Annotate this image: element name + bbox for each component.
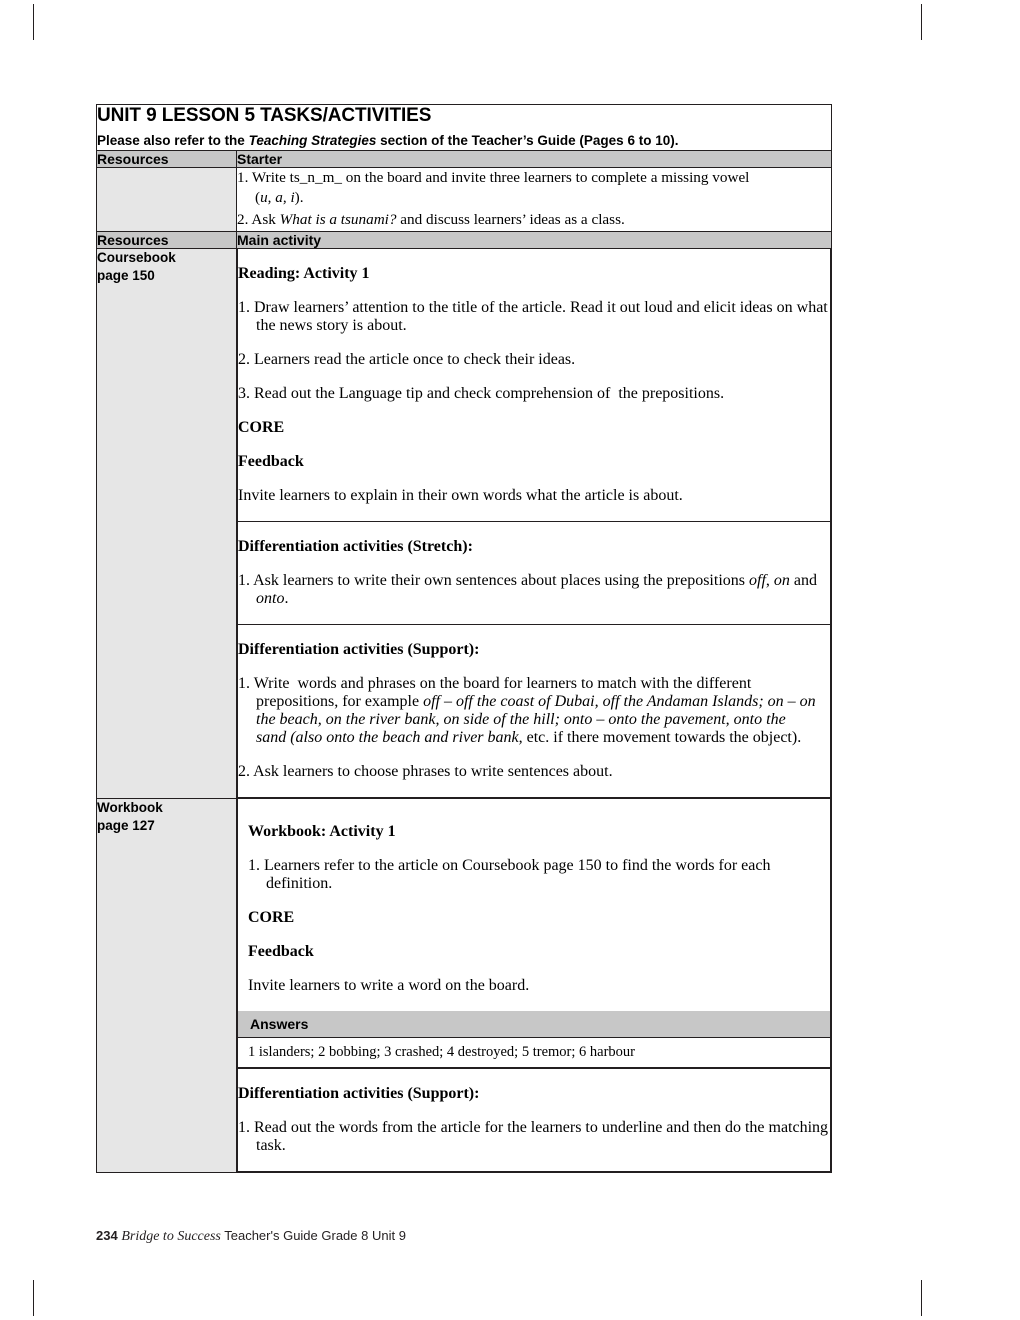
header-starter: Starter — [237, 150, 832, 167]
coursebook-support-cell — [238, 624, 831, 797]
main-activity-header-row — [97, 231, 832, 248]
coursebook-reading-cell — [238, 249, 831, 522]
starter-step-2: 2. Ask What is a tsunami? and discuss learners’ ideas as a class. — [237, 211, 625, 229]
reading-heading: Reading: Activity 1 — [238, 264, 370, 282]
header-main-activity: Main activity — [237, 231, 832, 248]
crop-mark-top-right — [921, 4, 922, 40]
coursebook-stretch-cell — [238, 521, 831, 624]
coursebook-support-section — [238, 624, 831, 797]
starter-step-1: 1. Write ts_n_m_ on the board and invite three learners to complete a missing vowel (u, a, i). — [237, 168, 750, 207]
footer-page-number: 234 — [96, 1228, 118, 1243]
workbook-support-cell — [238, 1068, 831, 1171]
workbook-activity-section — [238, 799, 831, 1069]
workbook-step-1: 1. Learners refer to the article on Coursebook page 150 to find the words for each definition. — [248, 856, 771, 892]
reading-step-2: 2. Learners read the article once to check their ideas. — [238, 350, 576, 368]
lesson-plan-table — [96, 104, 832, 1173]
answers-text: 1 islanders; 2 bobbing; 3 crashed; 4 destroyed; 5 tremor; 6 harbour — [238, 1037, 830, 1068]
coursebook-row — [97, 248, 832, 798]
coursebook-resource-cell — [97, 248, 237, 798]
page-footer — [96, 1228, 406, 1245]
coursebook-resource-line-2: page 150 — [97, 267, 155, 283]
workbook-inner-table — [237, 799, 831, 1172]
header-resources-2: Resources — [97, 231, 237, 248]
workbook-heading: Workbook: Activity 1 — [248, 822, 396, 840]
workbook-support-heading: Differentiation activities (Support): — [238, 1084, 480, 1102]
page-subtitle — [97, 133, 831, 150]
workbook-feedback-label: Feedback — [248, 942, 314, 960]
footer-rest: Teacher's Guide Grade 8 Unit 9 — [220, 1228, 406, 1243]
support-step-1: 1. Write words and phrases on the board for learners to match with the different prepositions, for example off – off the coast of Dubai, off the Andaman Islands; on – on the beach, on the river bank, on side of the hill; onto – onto the pavement, onto the sand (also onto the beach and river bank, etc. if there movement towards the object). — [238, 674, 816, 746]
header-resources-1: Resources — [97, 150, 237, 167]
support-step-2: 2. Ask learners to choose phrases to write sentences about. — [238, 762, 613, 780]
coursebook-reading-section — [238, 249, 831, 522]
stretch-step-1: 1. Ask learners to write their own sentences about places using the prepositions off, on and onto. — [238, 571, 817, 607]
crop-mark-bottom-right — [921, 1280, 922, 1316]
reading-feedback-text: Invite learners to explain in their own words what the article is about. — [238, 486, 683, 504]
subtitle-emphasis: Teaching Strategies — [248, 133, 377, 148]
workbook-row — [97, 798, 832, 1172]
coursebook-stretch-section — [238, 521, 831, 624]
subtitle-pre: Please also refer to the — [97, 133, 249, 148]
starter-resources-cell — [97, 167, 237, 231]
reading-core: CORE — [238, 418, 285, 436]
crop-mark-bottom-left — [33, 1280, 34, 1316]
workbook-support-section — [238, 1068, 831, 1171]
starter-header-row — [97, 150, 832, 167]
table-title-row — [97, 105, 832, 151]
coursebook-inner-table — [237, 249, 831, 798]
reading-step-1: 1. Draw learners’ attention to the title of the article. Read it out loud and elicit ideas on what the news story is about. — [238, 298, 828, 334]
page-title: UNIT 9 LESSON 5 TASKS/ACTIVITIES — [97, 105, 432, 126]
workbook-resource-line-1: Workbook — [97, 799, 163, 815]
reading-step-3: 3. Read out the Language tip and check comprehension of the prepositions. — [238, 384, 725, 402]
workbook-content-cell — [237, 798, 832, 1172]
workbook-resource-line-2: page 127 — [97, 817, 155, 833]
stretch-heading: Differentiation activities (Stretch): — [238, 537, 473, 555]
workbook-activity-cell — [238, 799, 831, 1069]
reading-feedback-label: Feedback — [238, 452, 304, 470]
answers-header: Answers — [238, 1011, 830, 1037]
starter-content — [237, 167, 832, 231]
workbook-support-step-1: 1. Read out the words from the article for the learners to underline and then do the matching task. — [238, 1118, 829, 1154]
subtitle-post: section of the Teacher’s Guide (Pages 6 to 10). — [376, 133, 679, 148]
workbook-resource-cell — [97, 798, 237, 1172]
title-cell — [97, 105, 832, 151]
lesson-plan-table-wrapper — [96, 104, 832, 1173]
support-heading: Differentiation activities (Support): — [238, 640, 480, 658]
crop-mark-top-left — [33, 4, 34, 40]
coursebook-content-cell — [237, 248, 832, 798]
footer-book-title: Bridge to Success — [121, 1229, 221, 1244]
coursebook-resource-line-1: Coursebook — [97, 249, 176, 265]
workbook-feedback-text: Invite learners to write a word on the board. — [248, 976, 530, 994]
workbook-core: CORE — [248, 908, 295, 926]
starter-row — [97, 167, 832, 231]
